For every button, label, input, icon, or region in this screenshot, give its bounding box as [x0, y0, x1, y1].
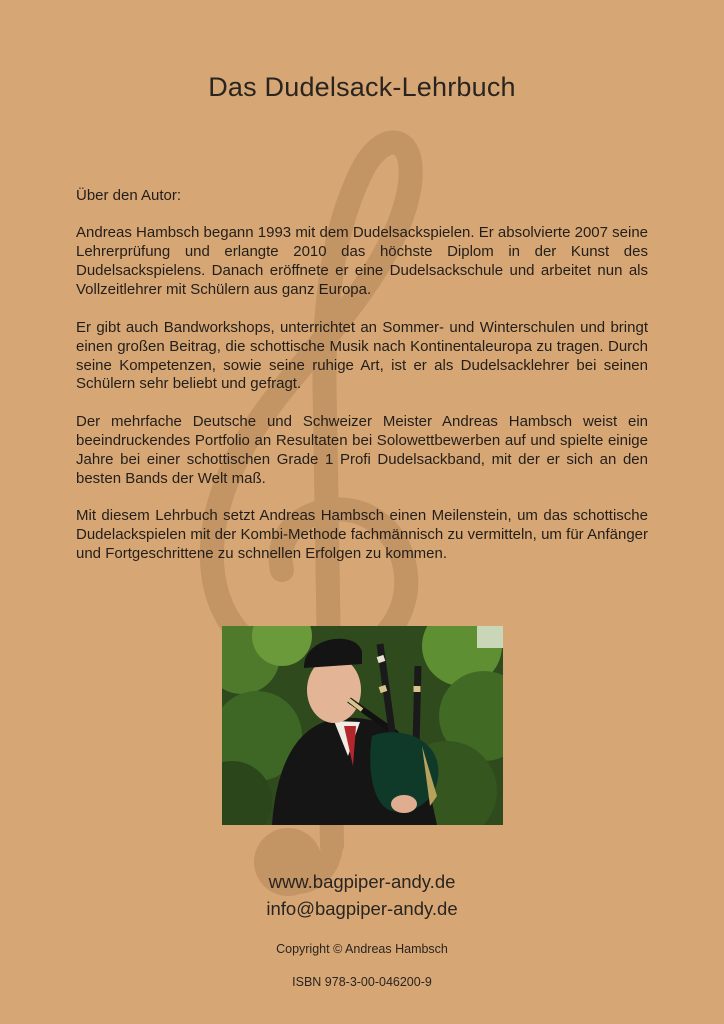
email-link[interactable]: info@bagpiper-andy.de: [266, 898, 458, 919]
author-photo: [222, 626, 503, 825]
bio-paragraph: Andreas Hambsch begann 1993 mit dem Dudelsackspielen. Er absolvierte 2007 seine Lehrerprüfung und erlangte 2010 das höchste Diplom in der Kunst des Dudelsackspielens. Danach eröffnete er eine Dudelsackschule und arbeitet nun als Vollzeitlehrer mit Schülern aus ganz Europa.: [76, 224, 648, 299]
copyright-text: Copyright © Andreas Hambsch: [276, 942, 448, 956]
bio-paragraph: Mit diesem Lehrbuch setzt Andreas Hambsch einen Meilenstein, um das schottische Dudelackspielen mit der Kombi-Methode fachmännisch zu vermitteln, um für Anfänger und Fortgeschrittene zu schnellen Erfolgen zu kommen.: [76, 507, 648, 563]
book-title: Das Dudelsack-Lehrbuch: [208, 72, 516, 102]
bio-paragraph: Er gibt auch Bandworkshops, unterrichtet an Sommer- und Winterschulen und bringt einen großen Beitrag, die schottische Musik nach Kontinentaleuropa zu tragen. Durch seine Kompetenzen, sowie seine ruhige Art, ist er als Dudelsacklehrer bei seinen Schülern sehr beliebt und gefragt.: [76, 318, 648, 393]
author-bio-section: [76, 187, 648, 583]
bagpiper-photo-illustration: [222, 626, 503, 825]
about-heading: Über den Autor:: [76, 187, 182, 204]
isbn-text: ISBN 978-3-00-046200-9: [292, 975, 432, 989]
bio-paragraph: Der mehrfache Deutsche und Schweizer Meister Andreas Hambsch weist ein beeindruckendes Portfolio an Resultaten bei Solowettbewerben auf und spielte einige Jahre bei einer schottischen Grade 1 Profi Dudelsackband, mit der er sich an den besten Bands der Welt maß.: [76, 413, 648, 487]
website-link[interactable]: www.bagpiper-andy.de: [268, 871, 456, 892]
